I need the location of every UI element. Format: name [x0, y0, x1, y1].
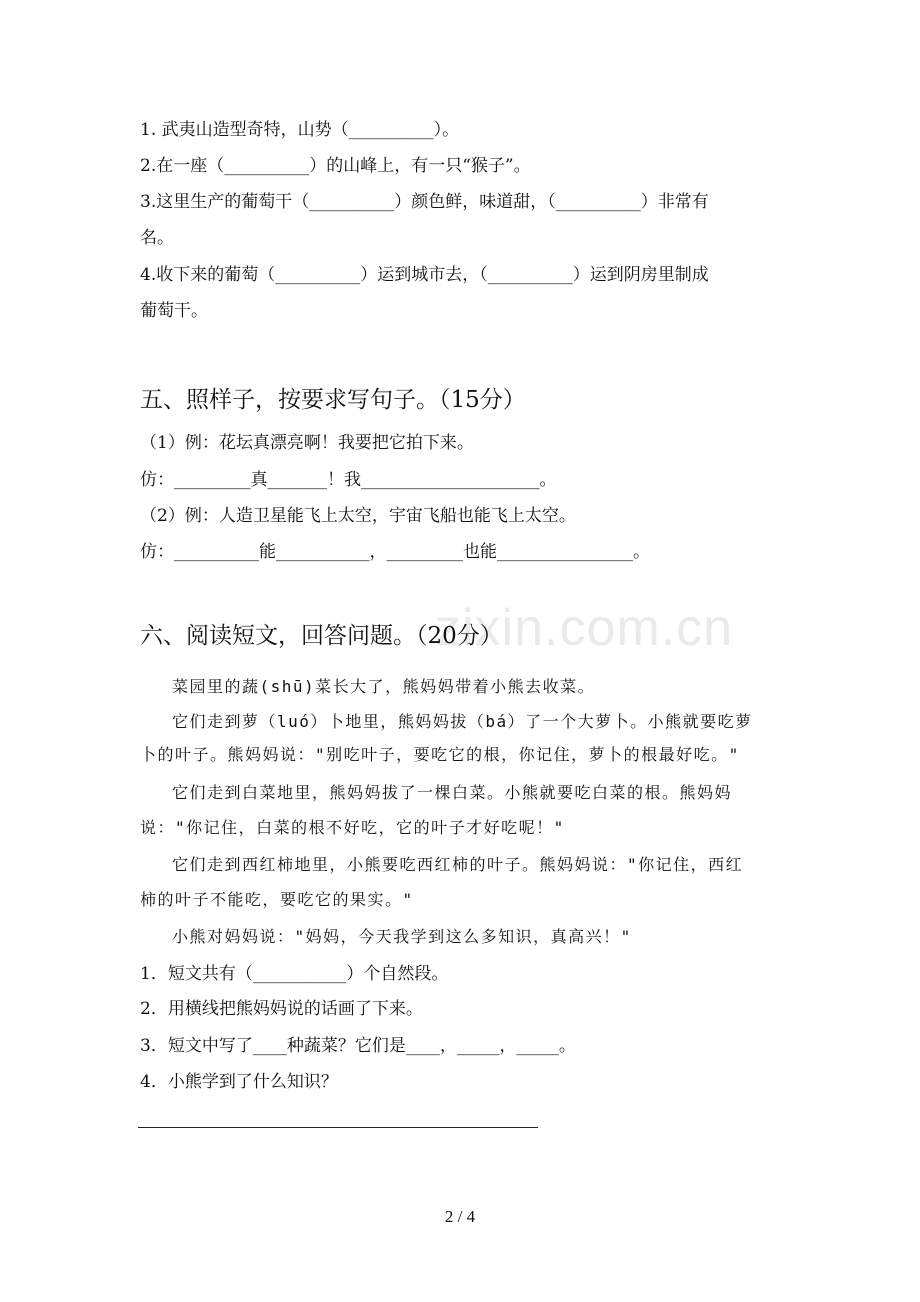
example-sentence-2: （2）例：人造卫星能飞上太空，宇宙飞船也能飞上太空。	[140, 506, 576, 526]
reading-question-4: 4．小熊学到了什么知识？	[140, 1072, 338, 1092]
fill-question-3-line-1: 3.这里生产的葡萄干（__________）颜色鲜，味道甜，（__________）非常有	[140, 192, 709, 212]
story-paragraph-2-line-1: 它们走到萝（luó）卜地里，熊妈妈拔（bá）了一个大萝卜。小熊就要吃萝	[172, 712, 753, 731]
story-paragraph-3-line-2: 说："你记住，白菜的根不好吃，它的叶子才好吃呢！"	[140, 818, 565, 837]
watermark: zixin.com.cn	[435, 599, 734, 657]
section-6-heading: 六、阅读短文，回答问题。（20分）	[140, 623, 503, 649]
fill-question-3-line-2: 名。	[140, 228, 174, 248]
story-paragraph-4-line-1: 它们走到西红柿地里，小熊要吃西红柿的叶子。熊妈妈说："你记住，西红	[172, 855, 744, 874]
story-paragraph-5: 小熊对妈妈说："妈妈，今天我学到这么多知识，真高兴！"	[172, 927, 632, 946]
imitation-line-2: 仿：__________能___________，_________也能________________。	[140, 542, 650, 562]
story-paragraph-2-line-2: 卜的叶子。熊妈妈说："别吃叶子，要吃它的根，你记住，萝卜的根最好吃。"	[140, 745, 740, 764]
page-number: 2 / 4	[444, 1207, 476, 1226]
fill-question-4-line-2: 葡萄干。	[140, 301, 208, 321]
story-paragraph-3-line-1: 它们走到白菜地里，熊妈妈拔了一棵白菜。小熊就要吃白菜的根。熊妈妈	[172, 783, 733, 802]
answer-line	[138, 1127, 538, 1128]
story-paragraph-1: 菜园里的蔬(shū)菜长大了，熊妈妈带着小熊去收菜。	[172, 677, 596, 696]
reading-question-3: 3．短文中写了____种蔬菜？它们是____，_____，_____。	[140, 1036, 576, 1056]
reading-question-1: 1．短文共有（___________）个自然段。	[140, 964, 449, 984]
fill-question-2: 2.在一座（__________）的山峰上，有一只“猴子”。	[140, 156, 531, 176]
section-5-heading: 五、照样子，按要求写句子。（15分）	[140, 387, 526, 413]
fill-question-4-line-1: 4.收下来的葡萄（__________）运到城市去，（__________）运到阴房里制成	[140, 265, 709, 285]
imitation-line-1: 仿：_________真_______！我_____________________。	[140, 470, 557, 490]
fill-question-1: 1. 武夷山造型奇特，山势（__________）。	[140, 120, 460, 140]
reading-question-2: 2．用横线把熊妈妈说的话画了下来。	[140, 999, 423, 1019]
example-sentence-1: （1）例：花坛真漂亮啊！我要把它拍下来。	[140, 433, 474, 453]
story-paragraph-4-line-2: 柿的叶子不能吃，要吃它的果实。"	[140, 890, 414, 909]
